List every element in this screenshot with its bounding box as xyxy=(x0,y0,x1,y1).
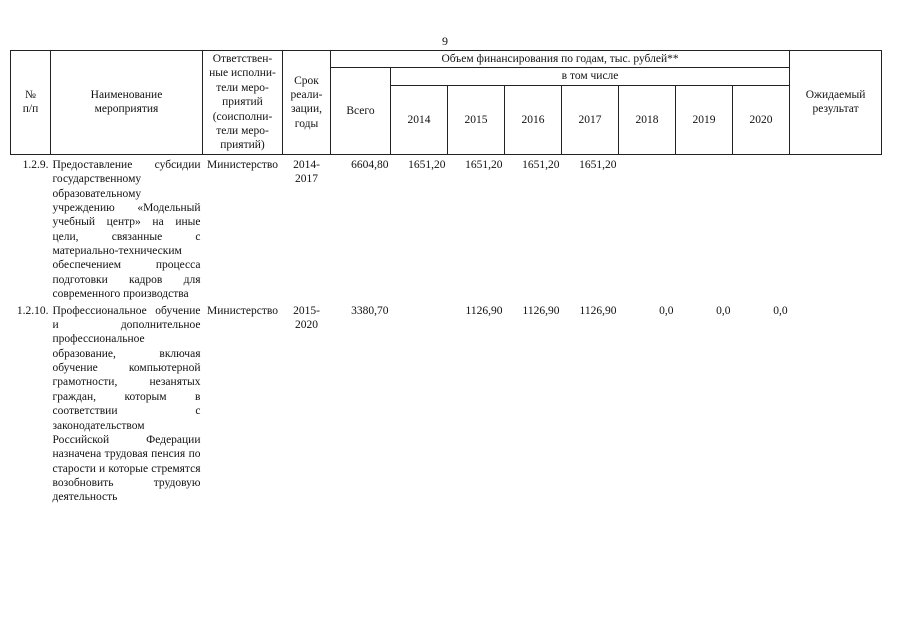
amount-2016: 1651,20 xyxy=(522,158,560,171)
term: 2014-2017 xyxy=(293,158,320,186)
amount-2017: 1651,20 xyxy=(579,158,617,171)
header-year: 2015 xyxy=(448,85,505,154)
header-term: Срок реали- зации, годы xyxy=(283,51,331,155)
header-year: 2017 xyxy=(562,85,619,154)
expected-result xyxy=(790,154,882,303)
header-year: 2014 xyxy=(391,85,448,154)
amount-2016: 1126,90 xyxy=(522,304,560,317)
header-event-name: Наименование мероприятия xyxy=(51,51,203,155)
amount-2017: 1126,90 xyxy=(579,304,617,317)
page-number: 9 xyxy=(442,34,448,48)
table-row xyxy=(11,154,882,303)
header-total: Всего xyxy=(331,68,391,154)
amount-2019: 0,0 xyxy=(716,304,731,317)
amount-2019 xyxy=(676,154,733,303)
header-including: в том числе xyxy=(391,68,790,85)
row-number: 1.2.10. xyxy=(16,304,49,317)
financing-table xyxy=(10,50,882,507)
executor: Министерство xyxy=(207,304,278,317)
header-expected-result: Ожидаемый результат xyxy=(790,51,882,155)
header-funding-group: Объем финансирования по годам, тыс. рублей** xyxy=(331,51,790,68)
header-number: № п/п xyxy=(11,51,51,155)
event-name: Профессиональное обучение и дополнительное профессиональное образование, включая обучение компьютерной грамотности, незанятых граждан, которым в соответствии с законодательством Российской Федерации назначена трудовая пенсия по старости и которые стремятся возобновить трудовую деятельность xyxy=(52,304,201,504)
amount-2018: 0,0 xyxy=(659,304,674,317)
total-amount: 6604,80 xyxy=(351,158,389,171)
header-executors: Ответствен- ные исполни- тели меро- приятий (соисполни- тели меро- приятий) xyxy=(203,51,283,155)
total-amount: 3380,70 xyxy=(351,304,389,317)
header-year: 2019 xyxy=(676,85,733,154)
amount-2014 xyxy=(391,304,448,507)
amount-2020: 0,0 xyxy=(773,304,788,317)
header-year: 2016 xyxy=(505,85,562,154)
executor: Министерство xyxy=(207,158,278,171)
amount-2020 xyxy=(733,154,790,303)
event-name: Предоставление субсидии государственному образовательному учреждению «Модельный учебный центр» на иные цели, связанные с материально-техническим обеспечением процесса подготовки кадров для современного производства xyxy=(52,158,201,301)
table-row xyxy=(11,304,882,507)
header-year: 2020 xyxy=(733,85,790,154)
amount-2018 xyxy=(619,154,676,303)
header-year: 2018 xyxy=(619,85,676,154)
amount-2014: 1651,20 xyxy=(408,158,446,171)
row-number: 1.2.9. xyxy=(22,158,49,171)
amount-2015: 1651,20 xyxy=(465,158,503,171)
expected-result xyxy=(790,304,882,507)
amount-2015: 1126,90 xyxy=(465,304,503,317)
term: 2015-2020 xyxy=(293,304,320,331)
